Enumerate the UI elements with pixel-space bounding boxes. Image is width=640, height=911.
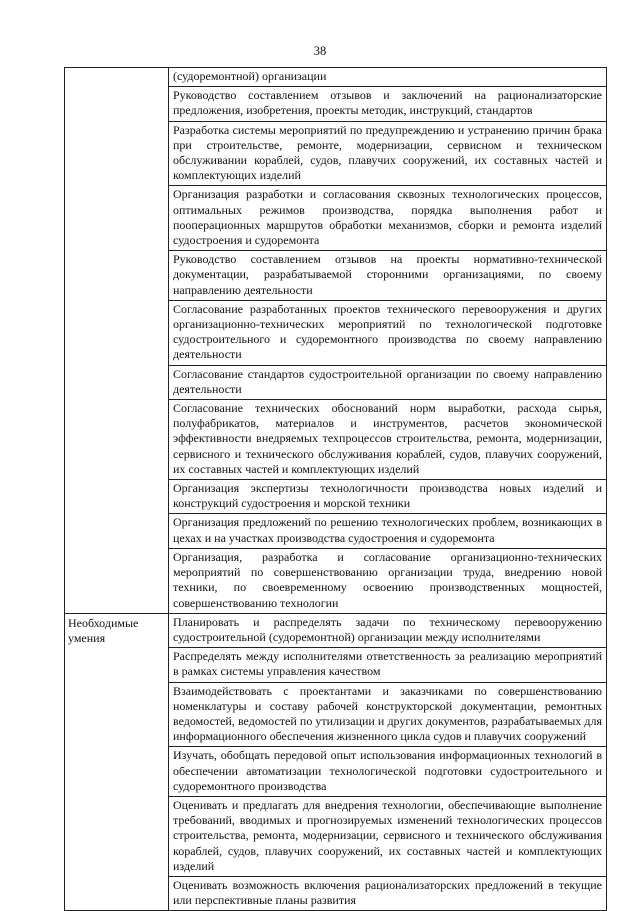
- list-item: Оценивать и предлагать для внедрения технологии, обеспечивающие выполнение требований, вводимых и прогнозируемых изменений технологических процессов строительства, ремонта, модернизации, сервисного и технического обслуживания кораблей, судов, плавучих сооружений, их составных частей и комплектующих изделий: [169, 797, 606, 877]
- list-item: Оценивать возможность включения рационализаторских предложений в текущие или перспективные планы развития: [173, 877, 602, 908]
- list-item: Согласование разработанных проектов технического перевооружения и других организационно-технических мероприятий по технологической подготовке судостроительного и судоремонтного производства по своему направлению деятельности: [169, 301, 606, 366]
- list-item: Согласование стандартов судостроительной организации по своему направлению деятельности: [169, 366, 606, 400]
- table-row: [65, 68, 607, 614]
- row-label: Необходимые умения: [65, 614, 169, 911]
- row-label: [65, 68, 169, 613]
- row-content: [169, 68, 607, 613]
- row-content: [169, 614, 607, 911]
- table-row: [65, 614, 607, 911]
- list-item: Разработка системы мероприятий по предупреждению и устранению причин брака при строительстве, ремонте, модернизации, сервисном и техническом обслуживании кораблей, судов, плавучих сооружений, их составных частей и комплектующих изделий: [169, 122, 606, 187]
- list-item: Согласование технических обоснований норм выработки, расхода сырья, полуфабрикатов, материалов и инструментов, расчетов экономической эффективности внедряемых техпроцессов строительства, ремонта, модернизации, сервисного и технического обслуживания кораблей, судов, плавучих сооружений, их составных частей и комплектующих изделий: [169, 400, 606, 480]
- list-item: Руководство составлением отзывов и заключений на рационализаторские предложения, изобретения, проекты методик, инструкций, стандартов: [169, 87, 606, 121]
- list-item: Организация, разработка и согласование организационно-технических мероприятий по совершенствованию организации труда, внедрению новой техники, по своевременному освоению производственных мощностей, совершенствованию технологии: [173, 549, 602, 610]
- list-item: Взаимодействовать с проектантами и заказчиками по совершенствованию номенклатуры и составу рабочей конструкторской документации, ремонтных ведомостей, ведомостей по утилизации и других документов, разрабатываемых для информационного обеспечения жизненного цикла судов и плавучих сооружений: [169, 683, 606, 748]
- page-number: 38: [313, 44, 327, 58]
- list-item: Организация предложений по решению технологических проблем, возникающих в цехах и на участках производства судостроения и судоремонта: [169, 514, 606, 548]
- list-item: Организация экспертизы технологичности производства новых изделий и конструкций судостроения и морской техники: [169, 480, 606, 514]
- requirements-table: [64, 67, 607, 911]
- list-item: Планировать и распределять задачи по техническому перевооружению судостроительной (судоремонтной) организации между исполнителями: [169, 614, 606, 648]
- list-item: Распределять между исполнителями ответственность за реализацию мероприятий в рамках системы управления качеством: [169, 648, 606, 682]
- list-item: Изучать, обобщать передовой опыт использования информационных технологий в обеспечении автоматизации технологической подготовки судостроительного и судоремонтного производства: [169, 747, 606, 797]
- list-item: Организация разработки и согласования сквозных технологических процессов, оптимальных режимов производства, порядка выполнения работ и пооперационных маршрутов обработки механизмов, сборки и ремонта изделий судостроения и судоремонта: [169, 186, 606, 251]
- list-item: (судоремонтной) организации: [169, 68, 606, 87]
- list-item: Руководство составлением отзывов на проекты нормативно-технической документации, разрабатываемой сторонними организациями, по своему направлению деятельности: [169, 251, 606, 301]
